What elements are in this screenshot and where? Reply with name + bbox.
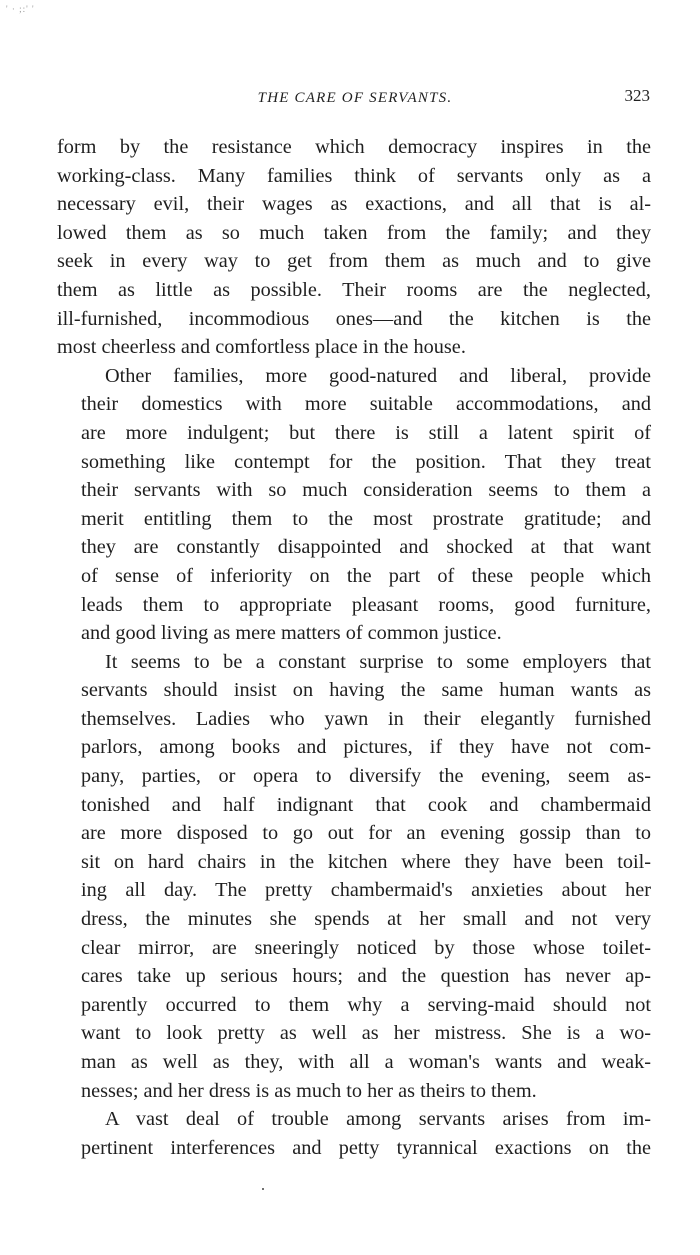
text-line: parently occurred to them why a serving-maid should not bbox=[81, 993, 651, 1016]
text-line: man as well as they, with all a woman's wants and weak- bbox=[81, 1051, 651, 1073]
text-line: of sense of inferiority on the part of these people which bbox=[81, 564, 651, 587]
text-line: lowed them as so much taken from the family; and they bbox=[57, 221, 651, 244]
text-line: A vast deal of trouble among servants arises from im- bbox=[105, 1108, 651, 1131]
text-line: ing all day. The pretty chambermaid's anxieties about her bbox=[81, 879, 651, 902]
paragraph bbox=[57, 362, 651, 648]
text-line: necessary evil, their wages as exactions, and all that is al- bbox=[57, 193, 651, 216]
paragraph bbox=[57, 133, 651, 362]
text-line: are more disposed to go out for an evening gossip than to bbox=[81, 822, 651, 845]
ink-speck bbox=[262, 1188, 264, 1190]
text-line: they are constantly disappointed and shocked at that want bbox=[81, 536, 651, 559]
text-line: nesses; and her dress is as much to her as theirs to them. bbox=[81, 1079, 537, 1102]
text-line: clear mirror, are sneeringly noticed by those whose toilet- bbox=[81, 936, 651, 959]
paragraph bbox=[57, 648, 651, 1106]
text-line: merit entitling them to the most prostrate gratitude; and bbox=[81, 507, 651, 530]
text-line: pany, parties, or opera to diversify the evening, seem as- bbox=[81, 765, 651, 788]
text-line: seek in every way to get from them as much and to give bbox=[57, 250, 651, 273]
running-head: THE CARE OF SERVANTS. bbox=[257, 90, 453, 106]
text-line: cares take up serious hours; and the question has never ap- bbox=[81, 965, 651, 988]
text-line: something like contempt for the position. That they treat bbox=[81, 450, 651, 473]
paper-specks: ' · ;:' ' bbox=[6, 4, 35, 14]
page-header bbox=[60, 86, 650, 112]
text-line: leads them to appropriate pleasant rooms, good furniture, bbox=[81, 593, 651, 616]
text-line: It seems to be a constant surprise to some employers that bbox=[105, 650, 651, 673]
text-line: Other families, more good-natured and liberal, provide bbox=[105, 364, 651, 387]
text-line: their domestics with more suitable accommodations, and bbox=[81, 393, 651, 416]
paragraph bbox=[57, 1105, 651, 1162]
text-line: tonished and half indignant that cook and chambermaid bbox=[81, 793, 651, 816]
text-line: are more indulgent; but there is still a latent spirit of bbox=[81, 421, 651, 444]
text-line: ill-furnished, incommodious ones—and the kitchen is the bbox=[57, 307, 651, 330]
page-number: 323 bbox=[624, 86, 650, 105]
text-line: want to look pretty as well as her mistress. She is a wo- bbox=[81, 1022, 651, 1045]
text-line: them as little as possible. Their rooms are the neglected, bbox=[57, 278, 651, 301]
text-line: form by the resistance which democracy inspires in the bbox=[57, 136, 651, 158]
body-text bbox=[57, 133, 651, 1162]
text-line: and good living as mere matters of common justice. bbox=[81, 622, 502, 645]
text-line: themselves. Ladies who yawn in their elegantly furnished bbox=[81, 707, 651, 730]
text-line: dress, the minutes she spends at her small and not very bbox=[81, 908, 651, 931]
text-line: parlors, among books and pictures, if they have not com- bbox=[81, 736, 651, 759]
text-line: servants should insist on having the same human wants as bbox=[81, 679, 651, 702]
text-line: pertinent interferences and petty tyrannical exactions on the bbox=[81, 1136, 651, 1159]
text-line: most cheerless and comfortless place in the house. bbox=[57, 336, 466, 359]
text-line: working-class. Many families think of servants only as a bbox=[57, 164, 651, 187]
text-line: their servants with so much consideration seems to them a bbox=[81, 479, 651, 502]
text-line: sit on hard chairs in the kitchen where they have been toil- bbox=[81, 850, 651, 873]
